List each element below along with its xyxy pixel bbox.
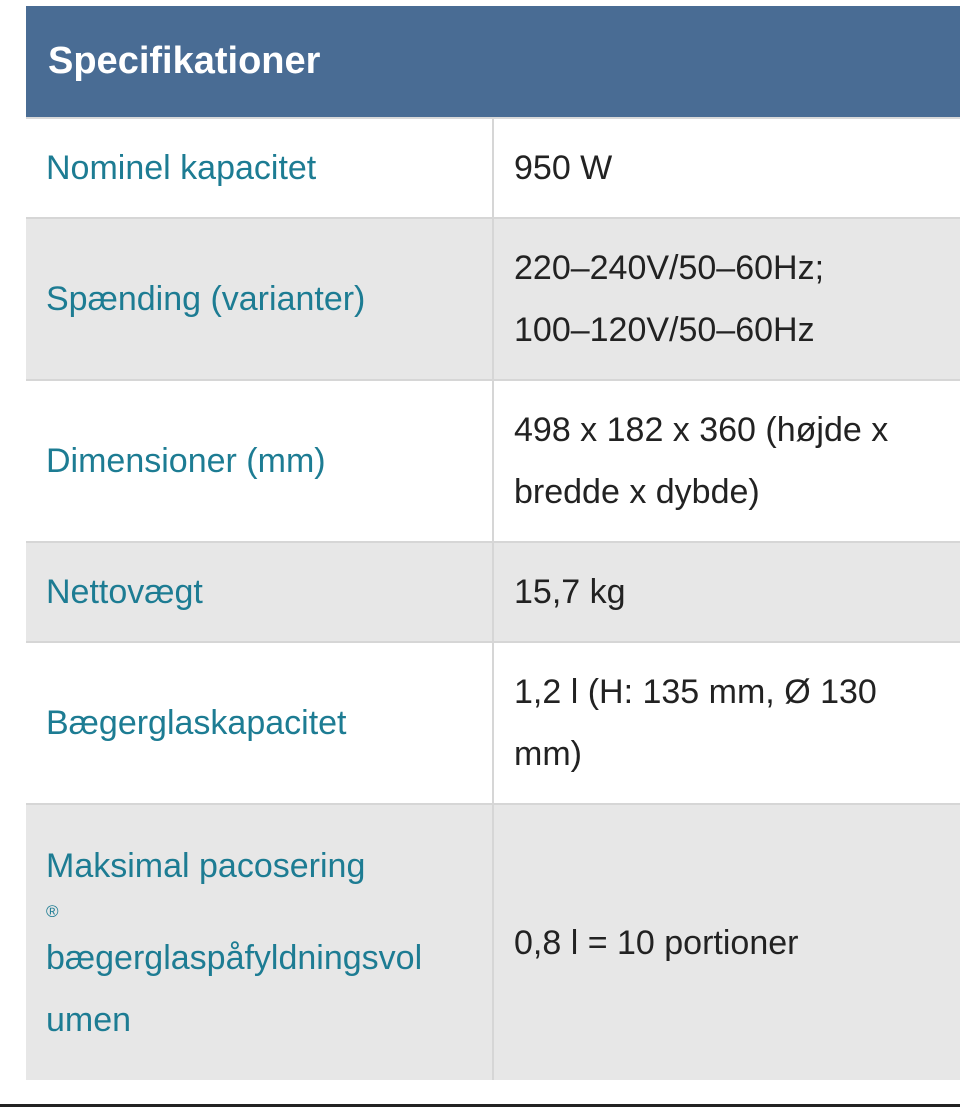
table-title: Specifikationer (26, 6, 960, 118)
spec-label-text: Nominel kapacitet (46, 149, 317, 187)
spec-label (26, 218, 493, 380)
spec-label-line: bægerglaspåfyldningsvol (46, 938, 423, 977)
spec-value-text: 950 W (514, 149, 613, 187)
spec-label (26, 118, 493, 218)
table-row (26, 642, 960, 804)
spec-label (26, 542, 493, 642)
spec-value-line: 1,2 l (H: 135 mm, Ø 130 (514, 673, 877, 711)
spec-value (493, 118, 960, 218)
spec-value-line: mm) (514, 735, 582, 773)
specifications-table (26, 6, 960, 1080)
spec-label-text: Dimensioner (mm) (46, 442, 326, 480)
spec-label-text: Nettovægt (46, 573, 203, 611)
spec-label-text: Bægerglaskapacitet (46, 704, 347, 742)
spec-value (493, 542, 960, 642)
spec-value (493, 380, 960, 542)
spec-label-line: Maksimal pacosering (46, 846, 366, 885)
spec-label (26, 642, 493, 804)
table-row (26, 118, 960, 218)
table-row (26, 218, 960, 380)
spec-label-line: umen (46, 1000, 132, 1039)
registered-mark: ® (46, 901, 59, 921)
spec-label-text: Spænding (varianter) (46, 280, 366, 318)
spec-value (493, 642, 960, 804)
spec-label (26, 380, 493, 542)
spec-value-text: 15,7 kg (514, 573, 626, 611)
spec-value-line: 100–120V/50–60Hz (514, 311, 815, 349)
spec-value-line: 220–240V/50–60Hz; (514, 249, 825, 287)
spec-label (26, 804, 493, 1080)
table-row (26, 380, 960, 542)
spec-value (493, 804, 960, 1080)
spec-value-line: bredde x dybde) (514, 473, 760, 511)
table-row (26, 542, 960, 642)
table-row (26, 804, 960, 1080)
spec-value-text: 0,8 l = 10 portioner (514, 923, 799, 962)
spec-value (493, 218, 960, 380)
spec-value-line: 498 x 182 x 360 (højde x (514, 411, 889, 449)
table-header-row (26, 6, 960, 118)
